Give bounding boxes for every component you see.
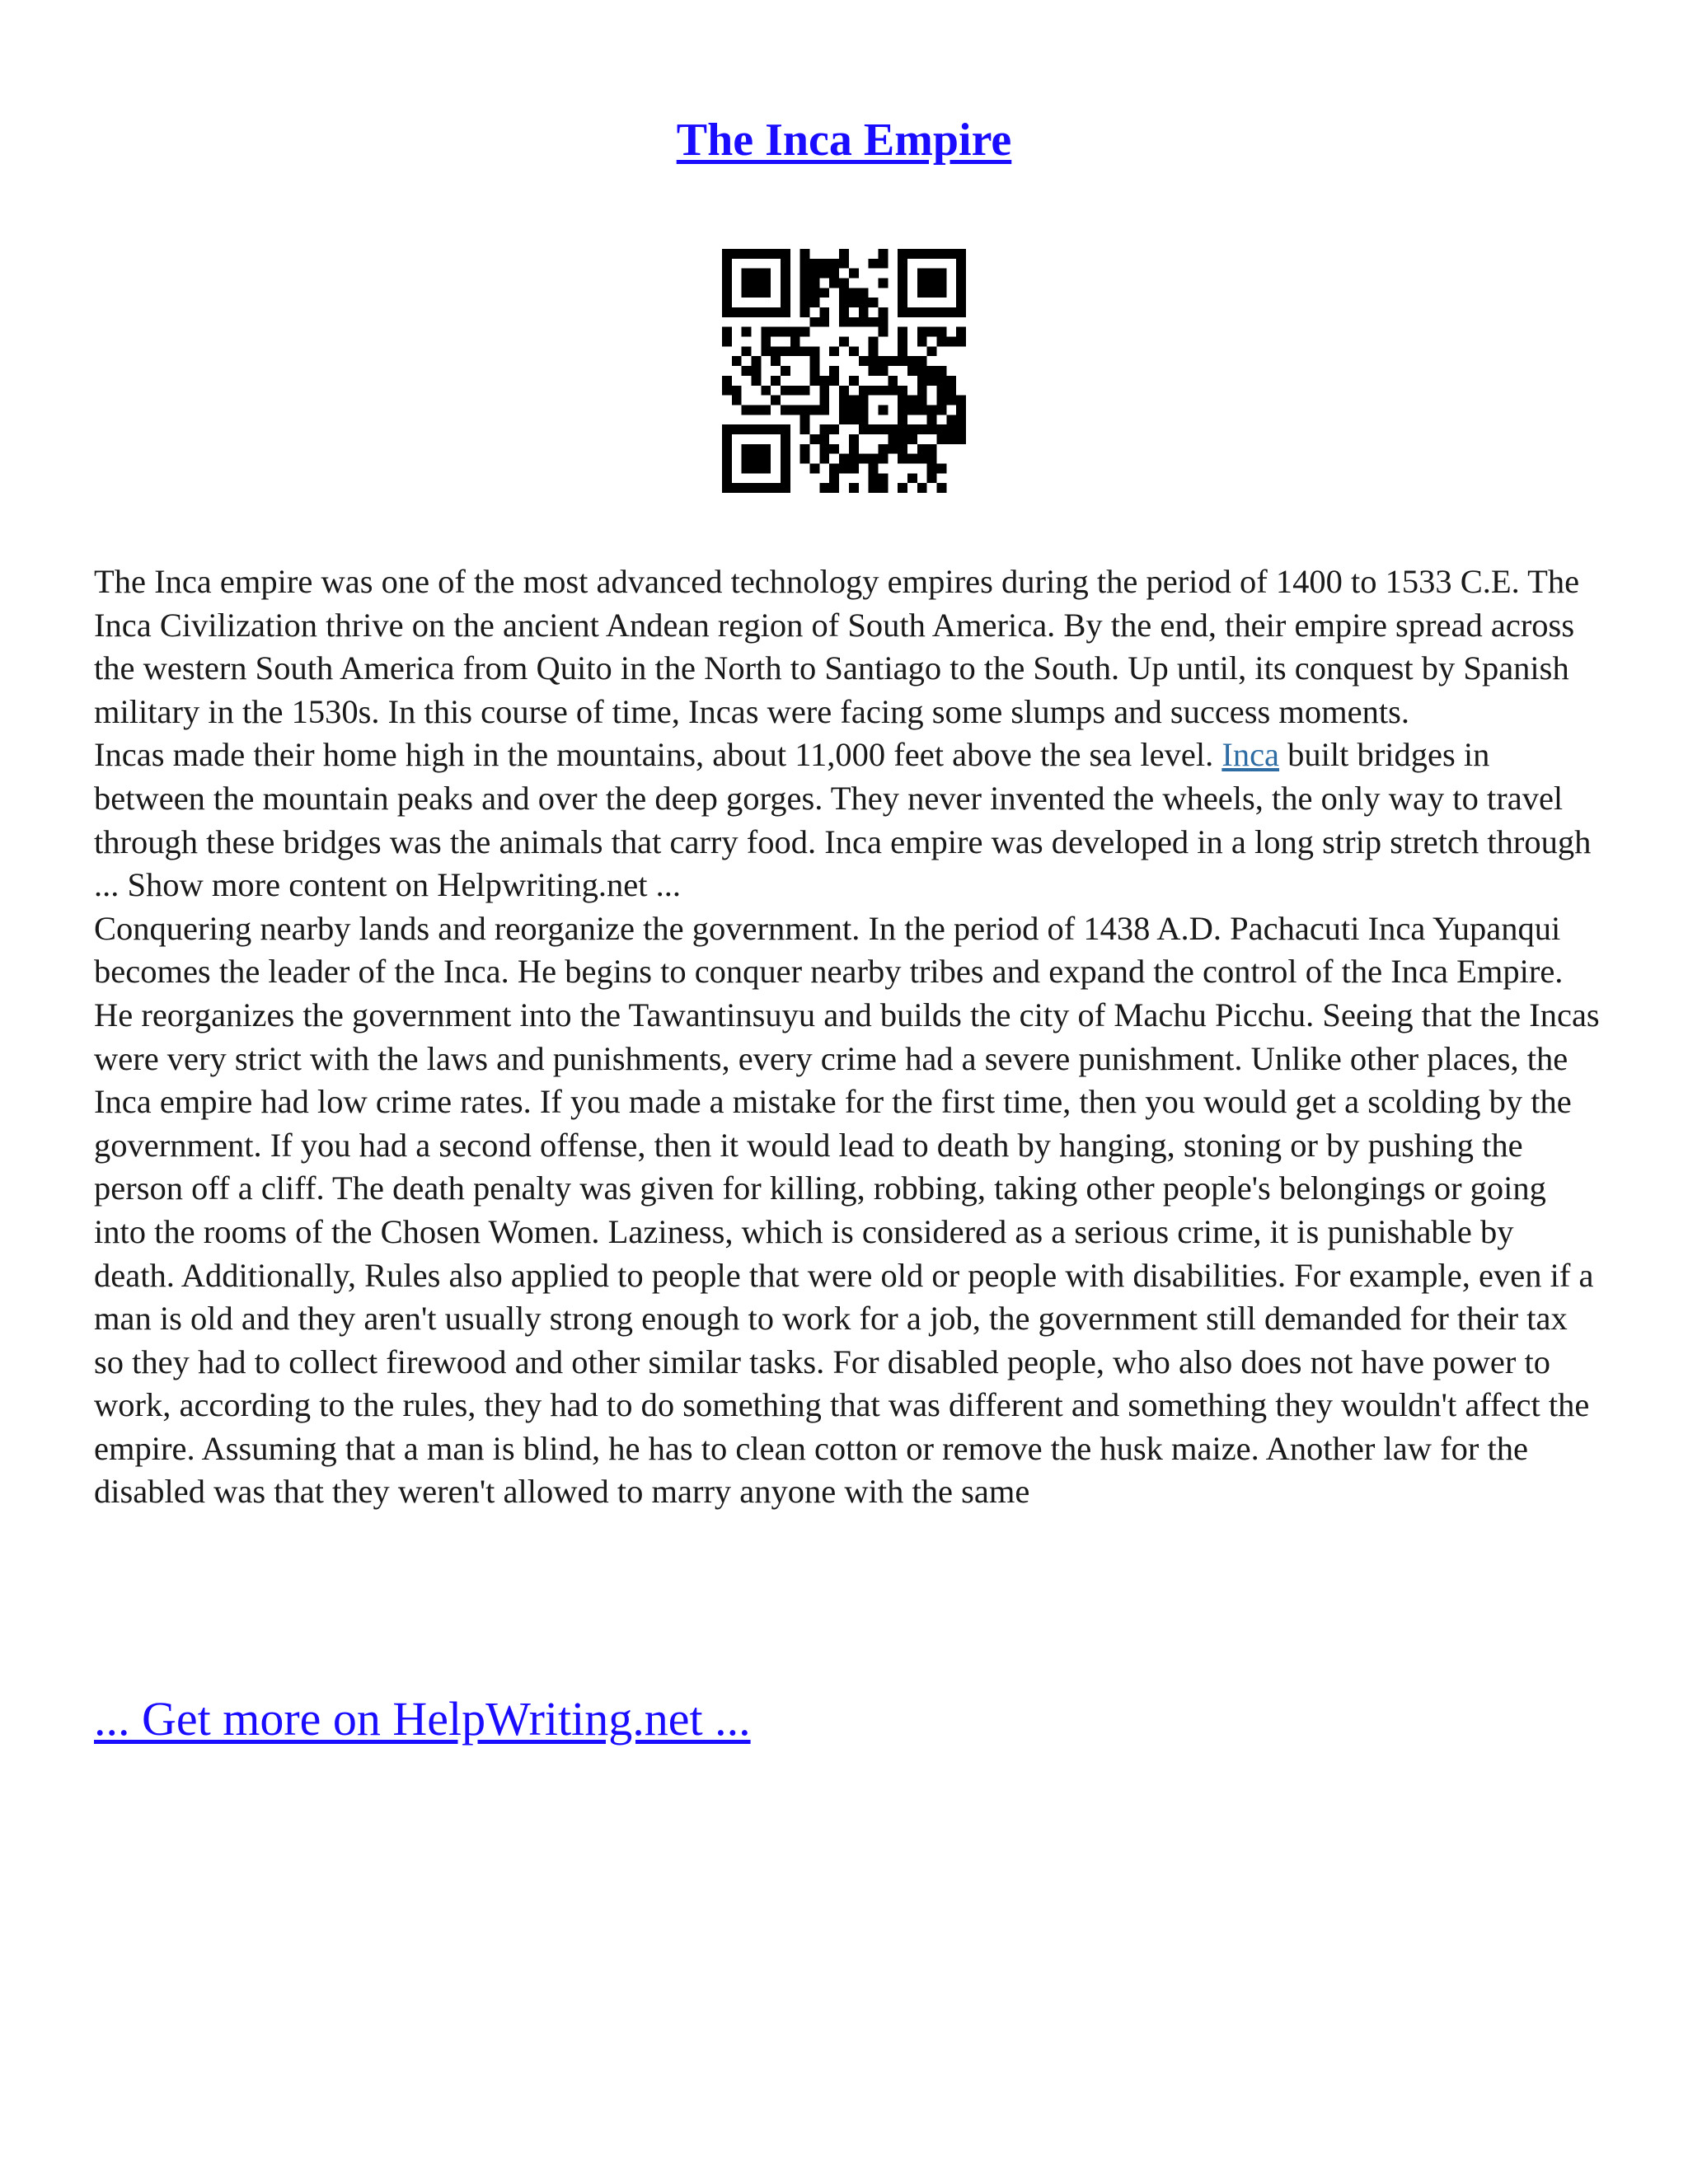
article-body (94, 560, 1602, 1514)
qr-code-icon (722, 249, 966, 493)
paragraph-2-end: built bridges in between the mountain peaks and over the deep gorges. They never invented the wheels, the only way to travel through these bridges was the animals that carry food. Inca empire was developed in a long strip stretch through ... Show more content on Helpwriting.net ... (94, 736, 1592, 904)
qr-code-graphic (722, 249, 966, 493)
paragraph-2-start: Incas made their home high in the mountains, about 11,000 feet above the sea level. (94, 736, 1222, 774)
paragraph-1: The Inca empire was one of the most advanced technology empires during the period of 1400 to 1533 C.E. The Inca Civilization thrive on the ancient Andean region of South America. By the end, their empire spread across the western South America from Quito in the North to Santiago to the South. Up until, its conquest by Spanish military in the 1530s. In this course of time, Incas were facing some slumps and success moments. (94, 563, 1580, 730)
more-link-container (94, 1691, 751, 1746)
inca-link[interactable]: Inca (1221, 736, 1280, 774)
paragraph-3: Conquering nearby lands and reorganize the government. In the period of 1438 A.D. Pachacuti Inca Yupanqui becomes the leader of the Inca. He begins to conquer nearby tribes and expand the control of the Inca Empire. He reorganizes the government into the Tawantinsuyu and builds the city of Machu Picchu. Seeing that the Incas were very strict with the laws and punishments, every crime had a severe punishment. Unlike other places, the Inca empire had low crime rates. If you made a mistake for the first time, then you would get a scolding by the government. If you had a second offense, then it would lead to death by hanging, stoning or by pushing the person off a cliff. The death penalty was given for killing, robbing, taking other people's belongings or going into the rooms of the Chosen Women. Laziness, which is considered as a serious crime, it is punishable by death. Additionally, Rules also applied to people that were old or people with disabilities. For example, even if a man is old and they aren't usually strong enough to work for a job, the government still demanded for their tax so they had to collect firewood and other similar tasks. For disabled people, who also does not have power to work, according to the rules, they had to do something that was different and something they wouldn't affect the empire. Assuming that a man is blind, he has to clean cotton or remove the husk maize. Another law for the disabled was that they weren't allowed to marry anyone with the same (94, 909, 1600, 1511)
paragraph-2 (94, 733, 1602, 907)
title-container (0, 114, 1688, 166)
page-title-link[interactable]: The Inca Empire (676, 115, 1012, 166)
get-more-link[interactable]: ... Get more on HelpWriting.net ... (94, 1692, 751, 1746)
